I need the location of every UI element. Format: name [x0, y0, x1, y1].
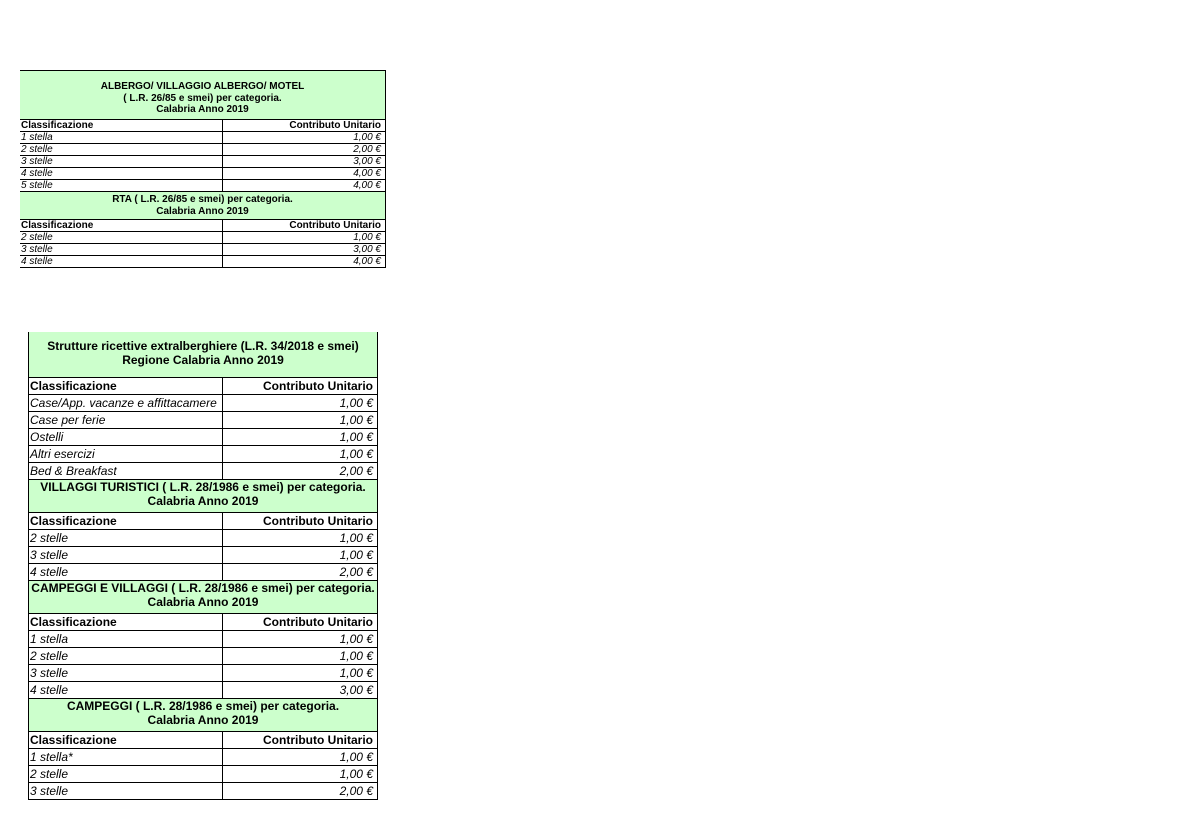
table-row — [29, 395, 377, 412]
column-header-contributo: Contributo Unitario — [289, 220, 381, 231]
table-row — [29, 766, 377, 783]
campeggi-table — [28, 699, 378, 800]
row-value: 1,00 € — [339, 649, 373, 663]
extralberghiere-table-title — [29, 332, 377, 378]
row-label: 3 stelle — [20, 244, 223, 255]
column-header-contributo: Contributo Unitario — [289, 120, 381, 131]
title-line: CAMPEGGI E VILLAGGI ( L.R. 28/1986 e smei) per categoria. — [31, 581, 375, 595]
column-header-row — [29, 732, 377, 749]
title-line: Calabria Anno 2019 — [156, 205, 249, 217]
table-row — [29, 412, 377, 429]
row-value: 1,00 € — [353, 232, 381, 243]
table-row — [29, 682, 377, 699]
villaggi-table — [28, 480, 378, 581]
row-value: 1,00 € — [339, 666, 373, 680]
table-row — [29, 783, 377, 800]
table-row — [29, 564, 377, 581]
row-value: 2,00 € — [339, 784, 373, 798]
hotel-rates-block — [20, 70, 386, 268]
title-line: Calabria Anno 2019 — [147, 712, 259, 727]
column-header-row — [29, 378, 377, 395]
table-row — [20, 156, 385, 168]
row-label: 3 stelle — [20, 156, 223, 167]
row-value: 1,00 € — [339, 430, 373, 444]
row-value: 3,00 € — [353, 156, 381, 167]
title-line: Calabria Anno 2019 — [147, 493, 259, 508]
row-label: 1 stella — [20, 132, 223, 143]
row-value: 3,00 € — [353, 244, 381, 255]
table-row — [20, 256, 385, 268]
row-label: 2 stelle — [20, 232, 223, 243]
column-header-classificazione: Classificazione — [29, 513, 223, 529]
albergo-table — [20, 70, 386, 192]
row-label: 1 stella — [29, 631, 223, 647]
row-value: 1,00 € — [339, 767, 373, 781]
row-label: Bed & Breakfast — [29, 463, 223, 479]
villaggi-table-title — [29, 480, 377, 513]
table-row — [20, 168, 385, 180]
row-label: 4 stelle — [29, 682, 223, 698]
table-row — [29, 530, 377, 547]
table-row — [20, 144, 385, 156]
row-value: 1,00 € — [339, 396, 373, 410]
column-header-classificazione: Classificazione — [29, 732, 223, 748]
row-label: 4 stelle — [20, 168, 223, 179]
column-header-contributo: Contributo Unitario — [263, 615, 373, 629]
title-line: Calabria Anno 2019 — [147, 594, 259, 609]
row-value: 1,00 € — [339, 447, 373, 461]
row-value: 4,00 € — [353, 180, 381, 191]
row-label: Altri esercizi — [29, 446, 223, 462]
campeggi-villaggi-table — [28, 581, 378, 699]
row-label: 3 stelle — [29, 547, 223, 563]
table-row — [20, 244, 385, 256]
column-header-row — [29, 614, 377, 631]
table-row — [29, 446, 377, 463]
table-row — [20, 180, 385, 192]
row-value: 1,00 € — [353, 132, 381, 143]
row-label: 2 stelle — [29, 766, 223, 782]
row-value: 1,00 € — [339, 750, 373, 764]
table-row — [29, 631, 377, 648]
row-value: 3,00 € — [339, 683, 373, 697]
column-header-contributo: Contributo Unitario — [263, 379, 373, 393]
campeggi-table-title — [29, 699, 377, 732]
title-line: VILLAGGI TURISTICI ( L.R. 28/1986 e smei) per categoria. — [40, 480, 366, 494]
row-value: 2,00 € — [339, 565, 373, 579]
row-value: 1,00 € — [339, 632, 373, 646]
row-value: 4,00 € — [353, 168, 381, 179]
table-row — [20, 132, 385, 144]
row-value: 2,00 € — [339, 464, 373, 478]
row-label: Case/App. vacanze e affittacamere — [29, 395, 223, 411]
table-row — [29, 648, 377, 665]
table-row — [29, 749, 377, 766]
title-line: ( L.R. 26/85 e smei) per categoria. — [123, 92, 282, 104]
row-value: 1,00 € — [339, 531, 373, 545]
column-header-row — [29, 513, 377, 530]
row-label: 2 stelle — [20, 144, 223, 155]
row-value: 4,00 € — [353, 256, 381, 267]
column-header-classificazione: Classificazione — [20, 120, 223, 131]
row-value: 2,00 € — [353, 144, 381, 155]
row-label: 2 stelle — [29, 648, 223, 664]
title-line: CAMPEGGI ( L.R. 28/1986 e smei) per categoria. — [66, 699, 340, 713]
title-line: RTA ( L.R. 26/85 e smei) per categoria. — [112, 194, 293, 205]
row-label: 4 stelle — [29, 564, 223, 580]
column-header-classificazione: Classificazione — [29, 614, 223, 630]
row-label: 5 stelle — [20, 180, 223, 191]
title-line: ALBERGO/ VILLAGGIO ALBERGO/ MOTEL — [100, 81, 305, 92]
row-label: Ostelli — [29, 429, 223, 445]
rta-table — [20, 192, 386, 268]
title-line: Calabria Anno 2019 — [156, 104, 249, 115]
title-line: Regione Calabria Anno 2019 — [122, 352, 284, 367]
title-line: Strutture ricettive extralberghiere (L.R. 34/2018 e smei) — [47, 339, 359, 353]
row-value: 1,00 € — [339, 548, 373, 562]
row-label: Case per ferie — [29, 412, 223, 428]
table-row — [29, 547, 377, 564]
table-row — [29, 463, 377, 480]
column-header-classificazione: Classificazione — [20, 220, 223, 231]
extralberghiere-table — [28, 332, 378, 480]
campeggi-villaggi-table-title — [29, 581, 377, 614]
column-header-classificazione: Classificazione — [29, 378, 223, 394]
albergo-table-title — [20, 70, 385, 120]
row-label: 3 stelle — [29, 665, 223, 681]
table-row — [29, 429, 377, 446]
row-label: 3 stelle — [29, 783, 223, 799]
extra-hotel-rates-block — [28, 332, 378, 800]
row-label: 4 stelle — [20, 256, 223, 267]
table-row — [20, 232, 385, 244]
table-row — [29, 665, 377, 682]
column-header-contributo: Contributo Unitario — [263, 733, 373, 747]
rta-table-title — [20, 192, 385, 220]
row-label: 2 stelle — [29, 530, 223, 546]
column-header-row — [20, 120, 385, 132]
row-label: 1 stella* — [29, 749, 223, 765]
column-header-row — [20, 220, 385, 232]
column-header-contributo: Contributo Unitario — [263, 514, 373, 528]
row-value: 1,00 € — [339, 413, 373, 427]
